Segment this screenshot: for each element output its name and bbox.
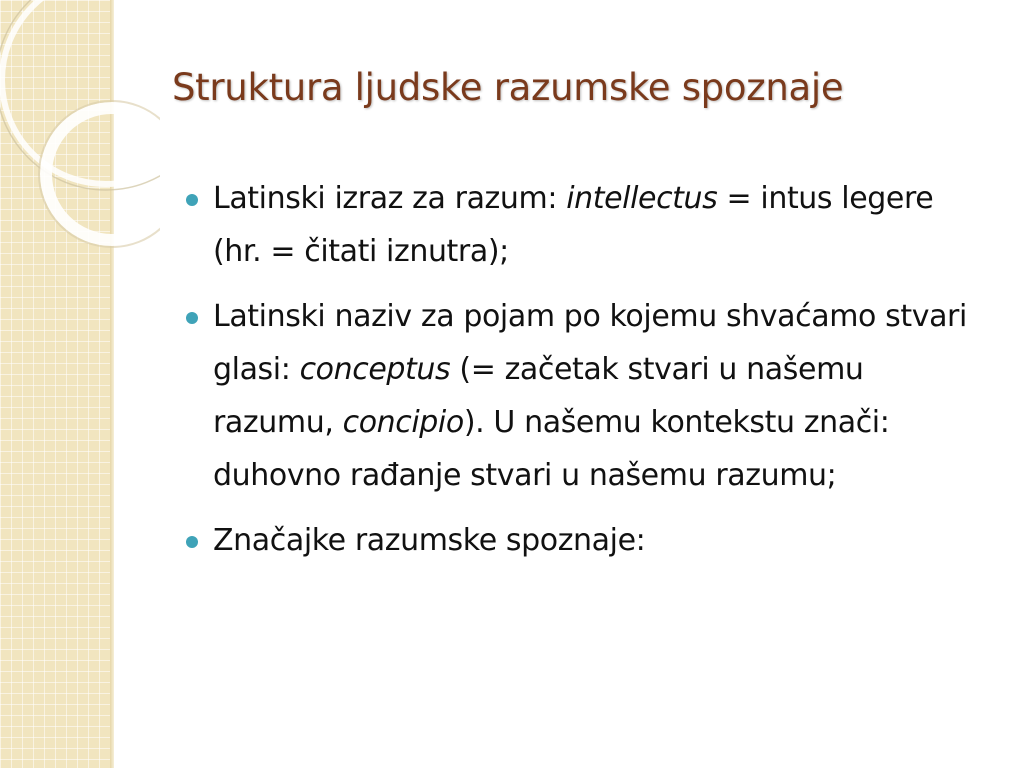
italic-term: conceptus <box>299 352 451 387</box>
text-run: Latinski izraz za razum: <box>213 181 567 216</box>
slide-title: Struktura ljudske razumske spoznaje <box>172 66 844 109</box>
bullet-item <box>186 290 986 502</box>
bullet-list <box>186 172 986 579</box>
text-run: Značajke razumske spoznaje: <box>213 523 646 558</box>
decorative-rings <box>0 0 160 260</box>
text-run: = intus legere (hr. = čitati iznutra); <box>213 181 934 269</box>
bullet-dot-icon <box>186 312 198 324</box>
bullet-text <box>213 299 967 493</box>
large-ring-shadow <box>0 0 160 190</box>
bullet-dot-icon <box>186 194 198 206</box>
bullet-item <box>186 514 986 567</box>
bullet-dot-icon <box>186 536 198 548</box>
bullet-text <box>213 523 645 558</box>
text-run: Latinski naziv za pojam po kojemu shvaćamo stvari glasi: <box>213 299 967 387</box>
bullet-item <box>186 172 986 278</box>
text-run: (= začetak stvari u našemu razumu, <box>213 352 864 440</box>
bullet-text <box>213 181 933 269</box>
italic-term: concipio <box>342 405 464 440</box>
italic-term: intellectus <box>566 181 718 216</box>
text-run: ). U našemu kontekstu znači: duhovno rađanje stvari u našemu razumu; <box>213 405 890 493</box>
large-ring <box>2 0 160 184</box>
